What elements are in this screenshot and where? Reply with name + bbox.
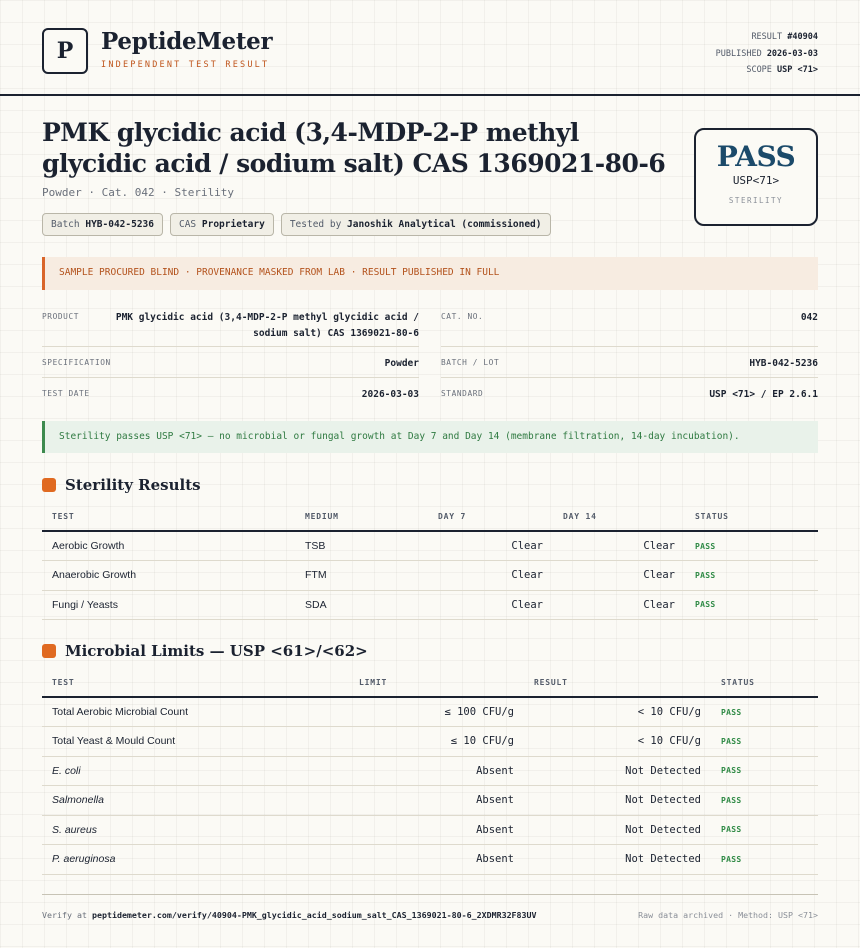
- day14-result: Clear: [553, 561, 685, 591]
- microbial-section-header: [42, 642, 368, 660]
- table-row: [42, 531, 818, 561]
- verdict-category: STERILITY: [728, 196, 784, 205]
- day14-result: Clear: [553, 531, 685, 561]
- info-spec-value: Powder: [384, 358, 419, 369]
- footer-divider: [42, 894, 818, 895]
- info-product-value: PMK glycidic acid (3,4-MDP-2-P methyl glycidic acid / sodium salt) CAS 1369021-80-6: [115, 312, 419, 339]
- result: Not Detected: [524, 815, 711, 845]
- procurement-banner: SAMPLE PROCURED BLIND · PROVENANCE MASKED FROM LAB · RESULT PUBLISHED IN FULL: [42, 257, 818, 290]
- day7-result: Clear: [428, 561, 553, 591]
- batch-chip-label: Batch: [51, 219, 80, 230]
- divider: [441, 346, 818, 347]
- info-spec-label: SPECIFICATION: [42, 358, 111, 367]
- meta-result-value: #40904: [787, 32, 818, 42]
- status-badge: PASS: [685, 590, 818, 620]
- info-date-label: TEST DATE: [42, 389, 90, 398]
- info-product: [42, 312, 419, 342]
- chip-row: [42, 213, 551, 236]
- column-header: LIMIT: [349, 669, 524, 697]
- column-header: DAY 14: [553, 503, 685, 531]
- medium: TSB: [295, 531, 428, 561]
- test-name: E. coli: [42, 756, 349, 786]
- verify-line: [42, 910, 537, 920]
- microbial-section-title: Microbial Limits — USP <61>/<62>: [65, 642, 368, 660]
- info-cat: [441, 312, 818, 326]
- brand-tagline: INDEPENDENT TEST RESULT: [101, 60, 270, 70]
- tested-by-chip: [281, 213, 551, 236]
- meta-published: [716, 46, 818, 63]
- divider: [42, 346, 419, 347]
- microbial-table: [42, 669, 818, 875]
- column-header: MEDIUM: [295, 503, 428, 531]
- column-header: DAY 7: [428, 503, 553, 531]
- sterility-note: Sterility passes USP <71> — no microbial or fungal growth at Day 7 and Day 14 (membrane filtration, 14-day incubation).: [42, 421, 818, 453]
- table-row: [42, 756, 818, 786]
- status-badge: PASS: [711, 786, 818, 816]
- verify-label: Verify at: [42, 910, 87, 920]
- sterility-table: [42, 503, 818, 620]
- info-spec: [42, 358, 419, 372]
- product-subtitle: Powder · Cat. 042 · Sterility: [42, 186, 235, 199]
- divider: [441, 377, 818, 378]
- result: Not Detected: [524, 786, 711, 816]
- limit: Absent: [349, 756, 524, 786]
- info-date-value: 2026-03-03: [361, 389, 419, 400]
- limit: Absent: [349, 845, 524, 875]
- verdict-standard: USP<71>: [732, 174, 780, 187]
- page-title: PMK glycidic acid (3,4-MDP-2-P methyl glycidic acid / sodium salt) CAS 1369021-80-6: [42, 118, 666, 178]
- info-cat-label: CAT. NO.: [441, 312, 484, 321]
- meta-published-value: 2026-03-03: [766, 48, 818, 59]
- tested-by-chip-label: Tested by: [289, 219, 342, 230]
- medium: FTM: [295, 561, 428, 591]
- limit: Absent: [349, 815, 524, 845]
- test-name: Salmonella: [42, 786, 349, 816]
- table-row: [42, 561, 818, 591]
- status-badge: PASS: [711, 697, 818, 727]
- verdict-result: PASS: [716, 140, 796, 173]
- table-row: [42, 590, 818, 620]
- brand-name[interactable]: PeptideMeter: [101, 28, 273, 55]
- column-header: STATUS: [685, 503, 818, 531]
- status-badge: PASS: [685, 561, 818, 591]
- column-header: STATUS: [711, 669, 818, 697]
- cas-chip: [170, 213, 274, 236]
- table-row: [42, 727, 818, 757]
- result: < 10 CFU/g: [524, 697, 711, 727]
- info-date: [42, 389, 419, 403]
- meta-result-label: RESULT: [751, 32, 783, 42]
- day7-result: Clear: [428, 531, 553, 561]
- meta-scope-label: SCOPE: [746, 65, 772, 75]
- section-marker-icon: [42, 478, 56, 492]
- test-name: Fungi / Yeasts: [42, 590, 295, 620]
- limit: ≤ 100 CFU/g: [349, 697, 524, 727]
- sterility-section-header: [42, 476, 201, 494]
- info-standard-label: STANDARD: [441, 389, 484, 398]
- meta-published-label: PUBLISHED: [715, 48, 762, 59]
- result: Not Detected: [524, 845, 711, 875]
- status-badge: PASS: [711, 845, 818, 875]
- section-marker-icon: [42, 644, 56, 658]
- table-row: [42, 815, 818, 845]
- meta-scope-value: USP <71>: [777, 65, 818, 75]
- test-name: S. aureus: [42, 815, 349, 845]
- column-header: RESULT: [524, 669, 711, 697]
- status-badge: PASS: [685, 531, 818, 561]
- test-name: Total Yeast & Mould Count: [42, 727, 349, 757]
- info-batch: [441, 358, 818, 372]
- limit: Absent: [349, 786, 524, 816]
- table-row: [42, 786, 818, 816]
- table-header-row: [42, 669, 818, 697]
- logo[interactable]: P: [42, 28, 88, 74]
- meta-scope: [716, 62, 818, 79]
- status-badge: PASS: [711, 815, 818, 845]
- table-header-row: [42, 503, 818, 531]
- status-badge: PASS: [711, 727, 818, 757]
- result: < 10 CFU/g: [524, 727, 711, 757]
- tested-by-chip-value: Janoshik Analytical (commissioned): [347, 219, 542, 230]
- info-cat-value: 042: [800, 312, 818, 323]
- verify-link[interactable]: peptidemeter.com/verify/40904-PMK_glycidic_acid_sodium_salt_CAS_1369021-80-6_2XDMR32F83UV: [91, 910, 537, 920]
- test-name: P. aeruginosa: [42, 845, 349, 875]
- status-badge: PASS: [711, 756, 818, 786]
- batch-chip: [42, 213, 163, 236]
- table-row: [42, 845, 818, 875]
- result: Not Detected: [524, 756, 711, 786]
- divider: [42, 377, 419, 378]
- verdict-badge: [694, 128, 818, 226]
- sterility-section-title: Sterility Results: [65, 476, 201, 494]
- cas-chip-value: Proprietary: [201, 219, 265, 230]
- info-batch-value: HYB-042-5236: [749, 358, 818, 369]
- info-batch-label: BATCH / LOT: [441, 358, 500, 367]
- medium: SDA: [295, 590, 428, 620]
- info-standard-value: USP <71> / EP 2.6.1: [709, 389, 818, 400]
- archive-note: Raw data archived · Method: USP <71>: [638, 910, 818, 920]
- column-header: TEST: [42, 503, 295, 531]
- test-name: Anaerobic Growth: [42, 561, 295, 591]
- batch-chip-value: HYB-042-5236: [85, 219, 154, 230]
- day14-result: Clear: [553, 590, 685, 620]
- test-name: Total Aerobic Microbial Count: [42, 697, 349, 727]
- day7-result: Clear: [428, 590, 553, 620]
- result-meta: [716, 29, 818, 79]
- limit: ≤ 10 CFU/g: [349, 727, 524, 757]
- meta-result: [716, 29, 818, 46]
- header: [0, 0, 860, 96]
- info-standard: [441, 389, 818, 403]
- column-header: TEST: [42, 669, 349, 697]
- test-name: Aerobic Growth: [42, 531, 295, 561]
- table-row: [42, 697, 818, 727]
- cas-chip-label: CAS: [178, 219, 197, 230]
- info-product-label: PRODUCT: [42, 312, 80, 321]
